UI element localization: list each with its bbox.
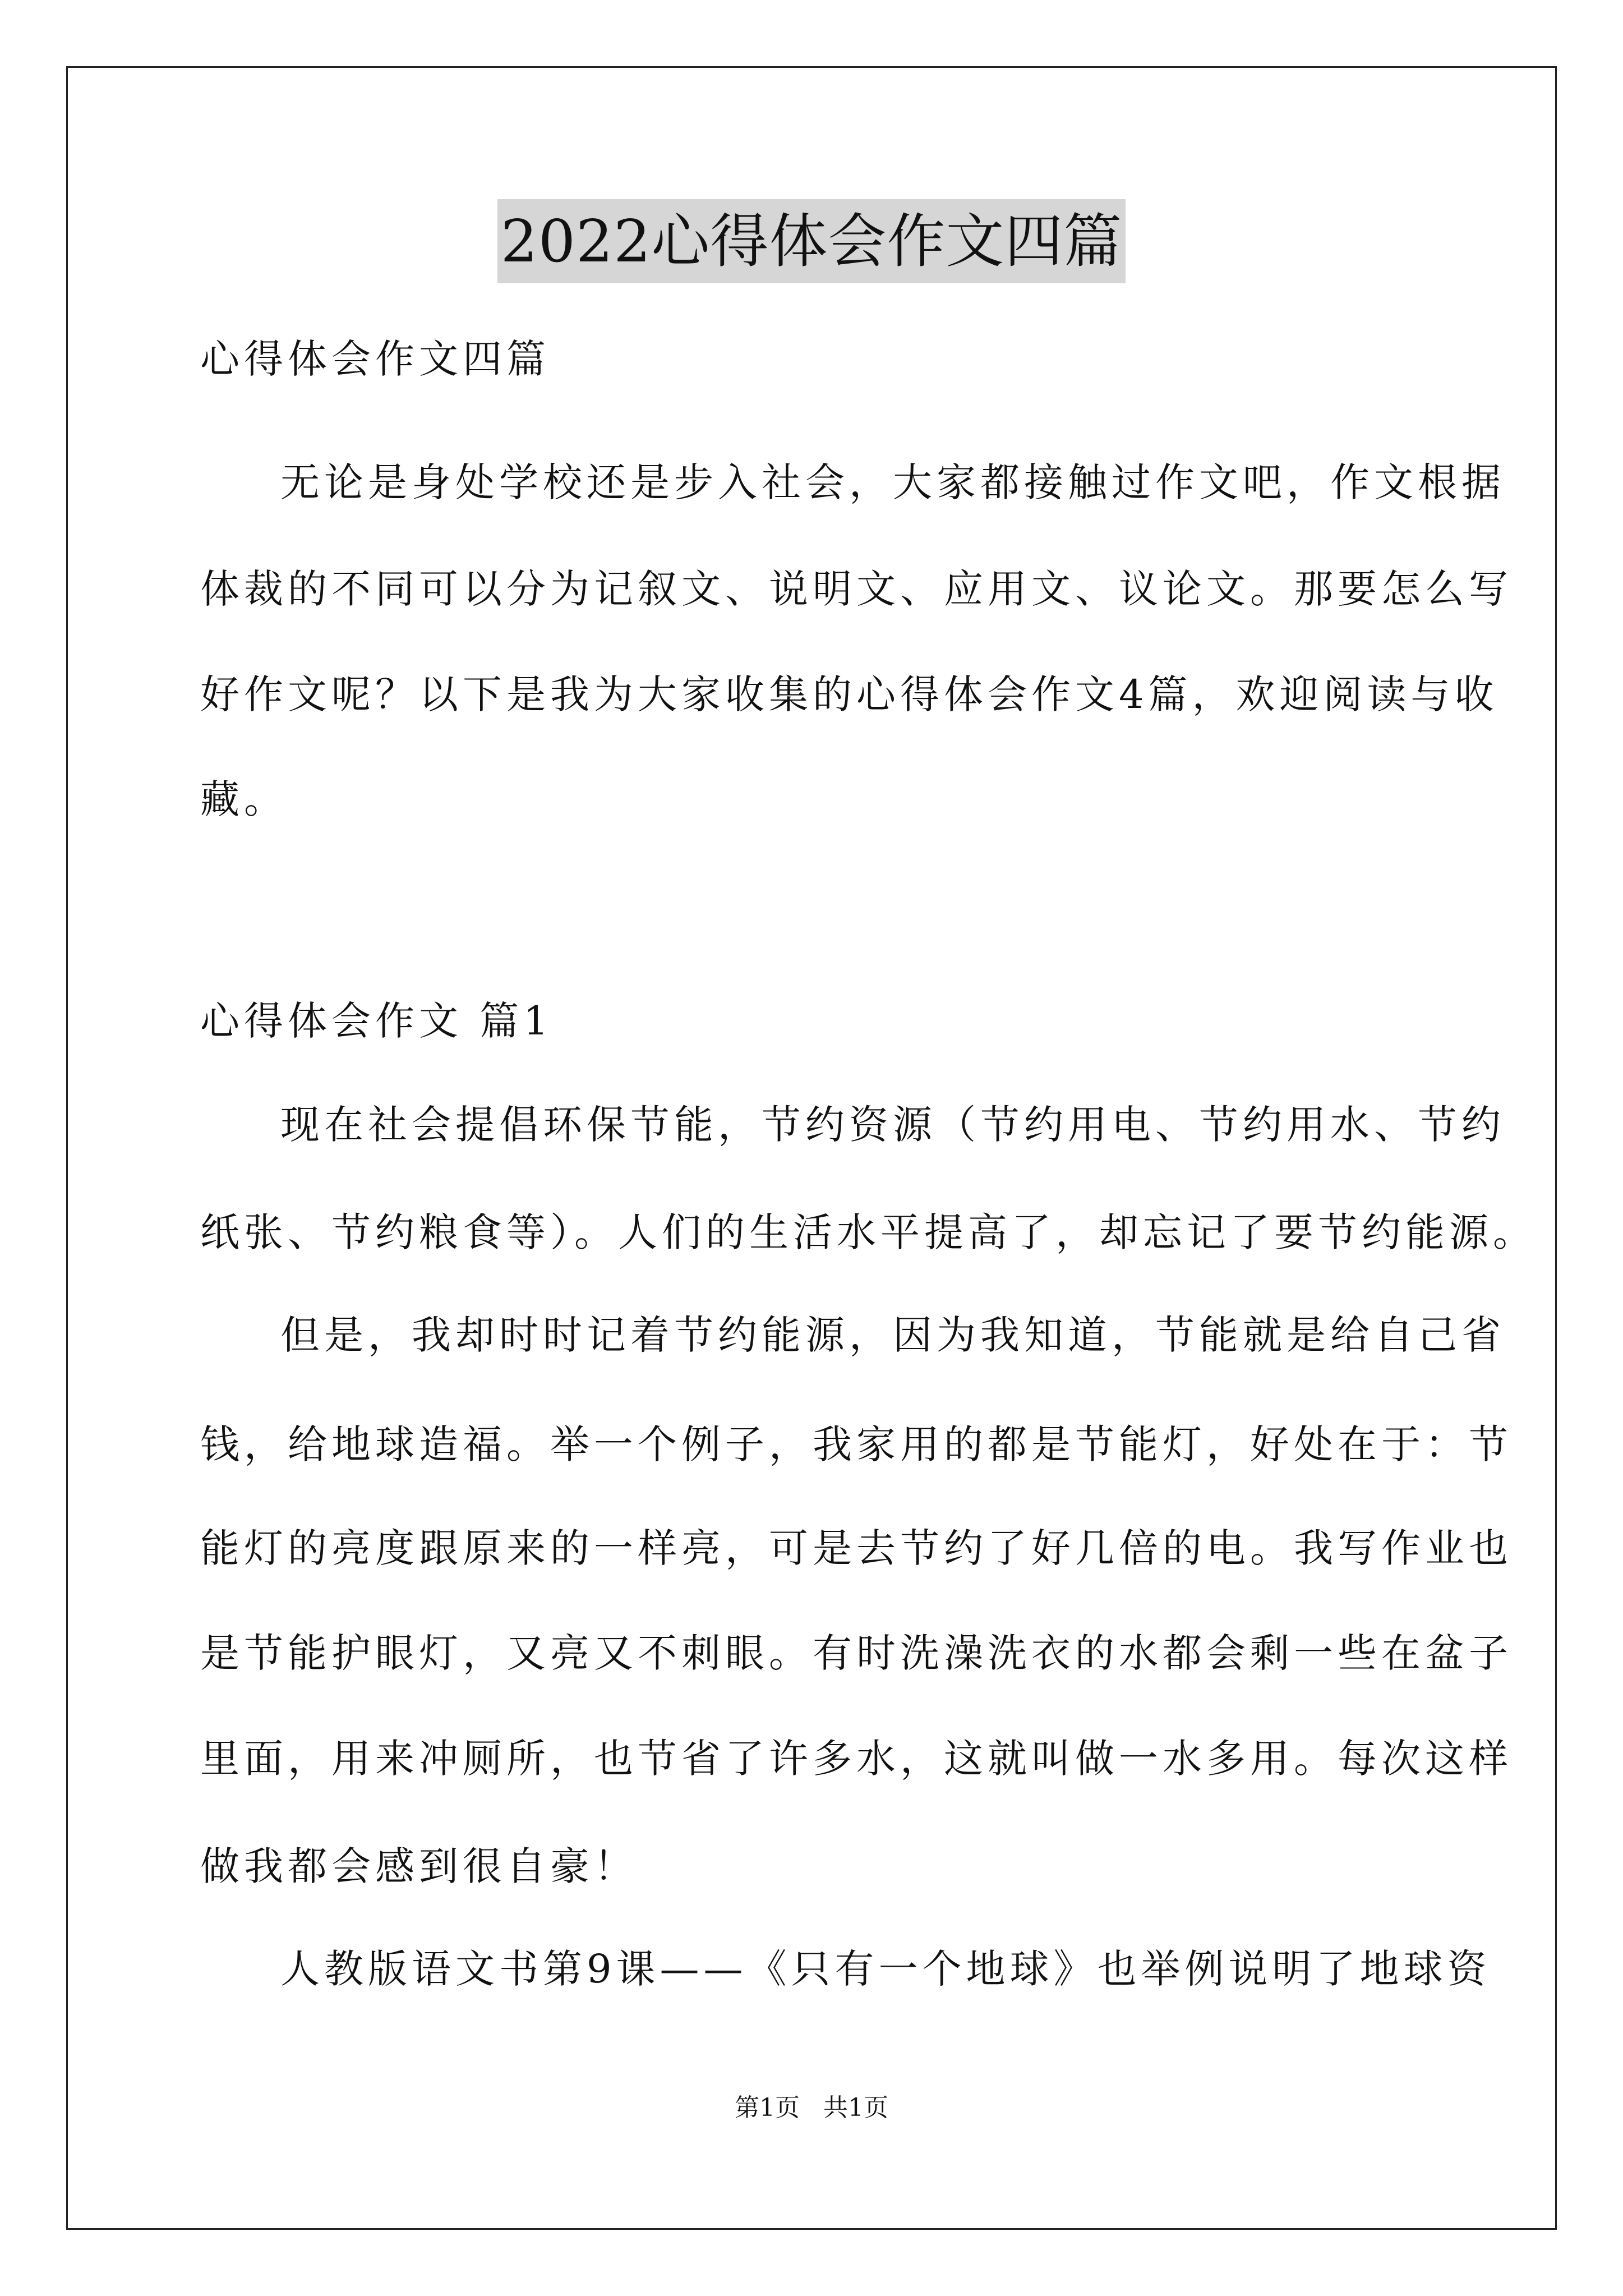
paragraph-line: 里面，用来冲厕所，也节省了许多水，这就叫做一水多用。每次这样 xyxy=(200,1736,1513,1782)
paragraph-line: 是节能护眼灯，又亮又不刺眼。有时洗澡洗衣的水都会剩一些在盆子 xyxy=(200,1630,1513,1676)
paragraph-line: 好作文呢？以下是我为大家收集的心得体会作文4篇，欢迎阅读与收 xyxy=(200,671,1498,717)
page-total: 共1页 xyxy=(823,2093,888,2122)
paragraph-line: 人教版语文书第9课——《只有一个地球》也举例说明了地球资 xyxy=(280,1946,1491,1992)
title-area xyxy=(0,199,1623,283)
page-footer xyxy=(0,2091,1623,2125)
page-number: 第1页 xyxy=(735,2093,800,2122)
section-heading-part-1: 心得体会作文 篇1 xyxy=(200,998,553,1044)
paragraph-line: 无论是身处学校还是步入社会，大家都接触过作文吧，作文根据 xyxy=(280,459,1505,505)
paragraph-line: 纸张、节约粮食等）。人们的生活水平提高了，却忘记了要节约能源。 xyxy=(200,1209,1537,1255)
paragraph-line: 现在社会提倡环保节能，节约资源（节约用电、节约用水、节约 xyxy=(280,1102,1505,1148)
paragraph-line: 能灯的亮度跟原来的一样亮，可是去节约了好几倍的电。我写作业也 xyxy=(200,1525,1513,1571)
section-heading-intro: 心得体会作文四篇 xyxy=(200,336,550,382)
paragraph-line: 体裁的不同可以分为记叙文、说明文、应用文、议论文。那要怎么写 xyxy=(200,566,1513,612)
paragraph-line: 钱，给地球造福。举一个例子，我家用的都是节能灯，好处在于：节 xyxy=(200,1421,1513,1467)
paragraph-line: 藏。 xyxy=(200,776,288,822)
paragraph-line: 做我都会感到很自豪！ xyxy=(200,1843,638,1889)
paragraph-line: 但是，我却时时记着节约能源，因为我知道，节能就是给自己省 xyxy=(280,1312,1505,1358)
document-title: 2022心得体会作文四篇 xyxy=(497,199,1126,283)
